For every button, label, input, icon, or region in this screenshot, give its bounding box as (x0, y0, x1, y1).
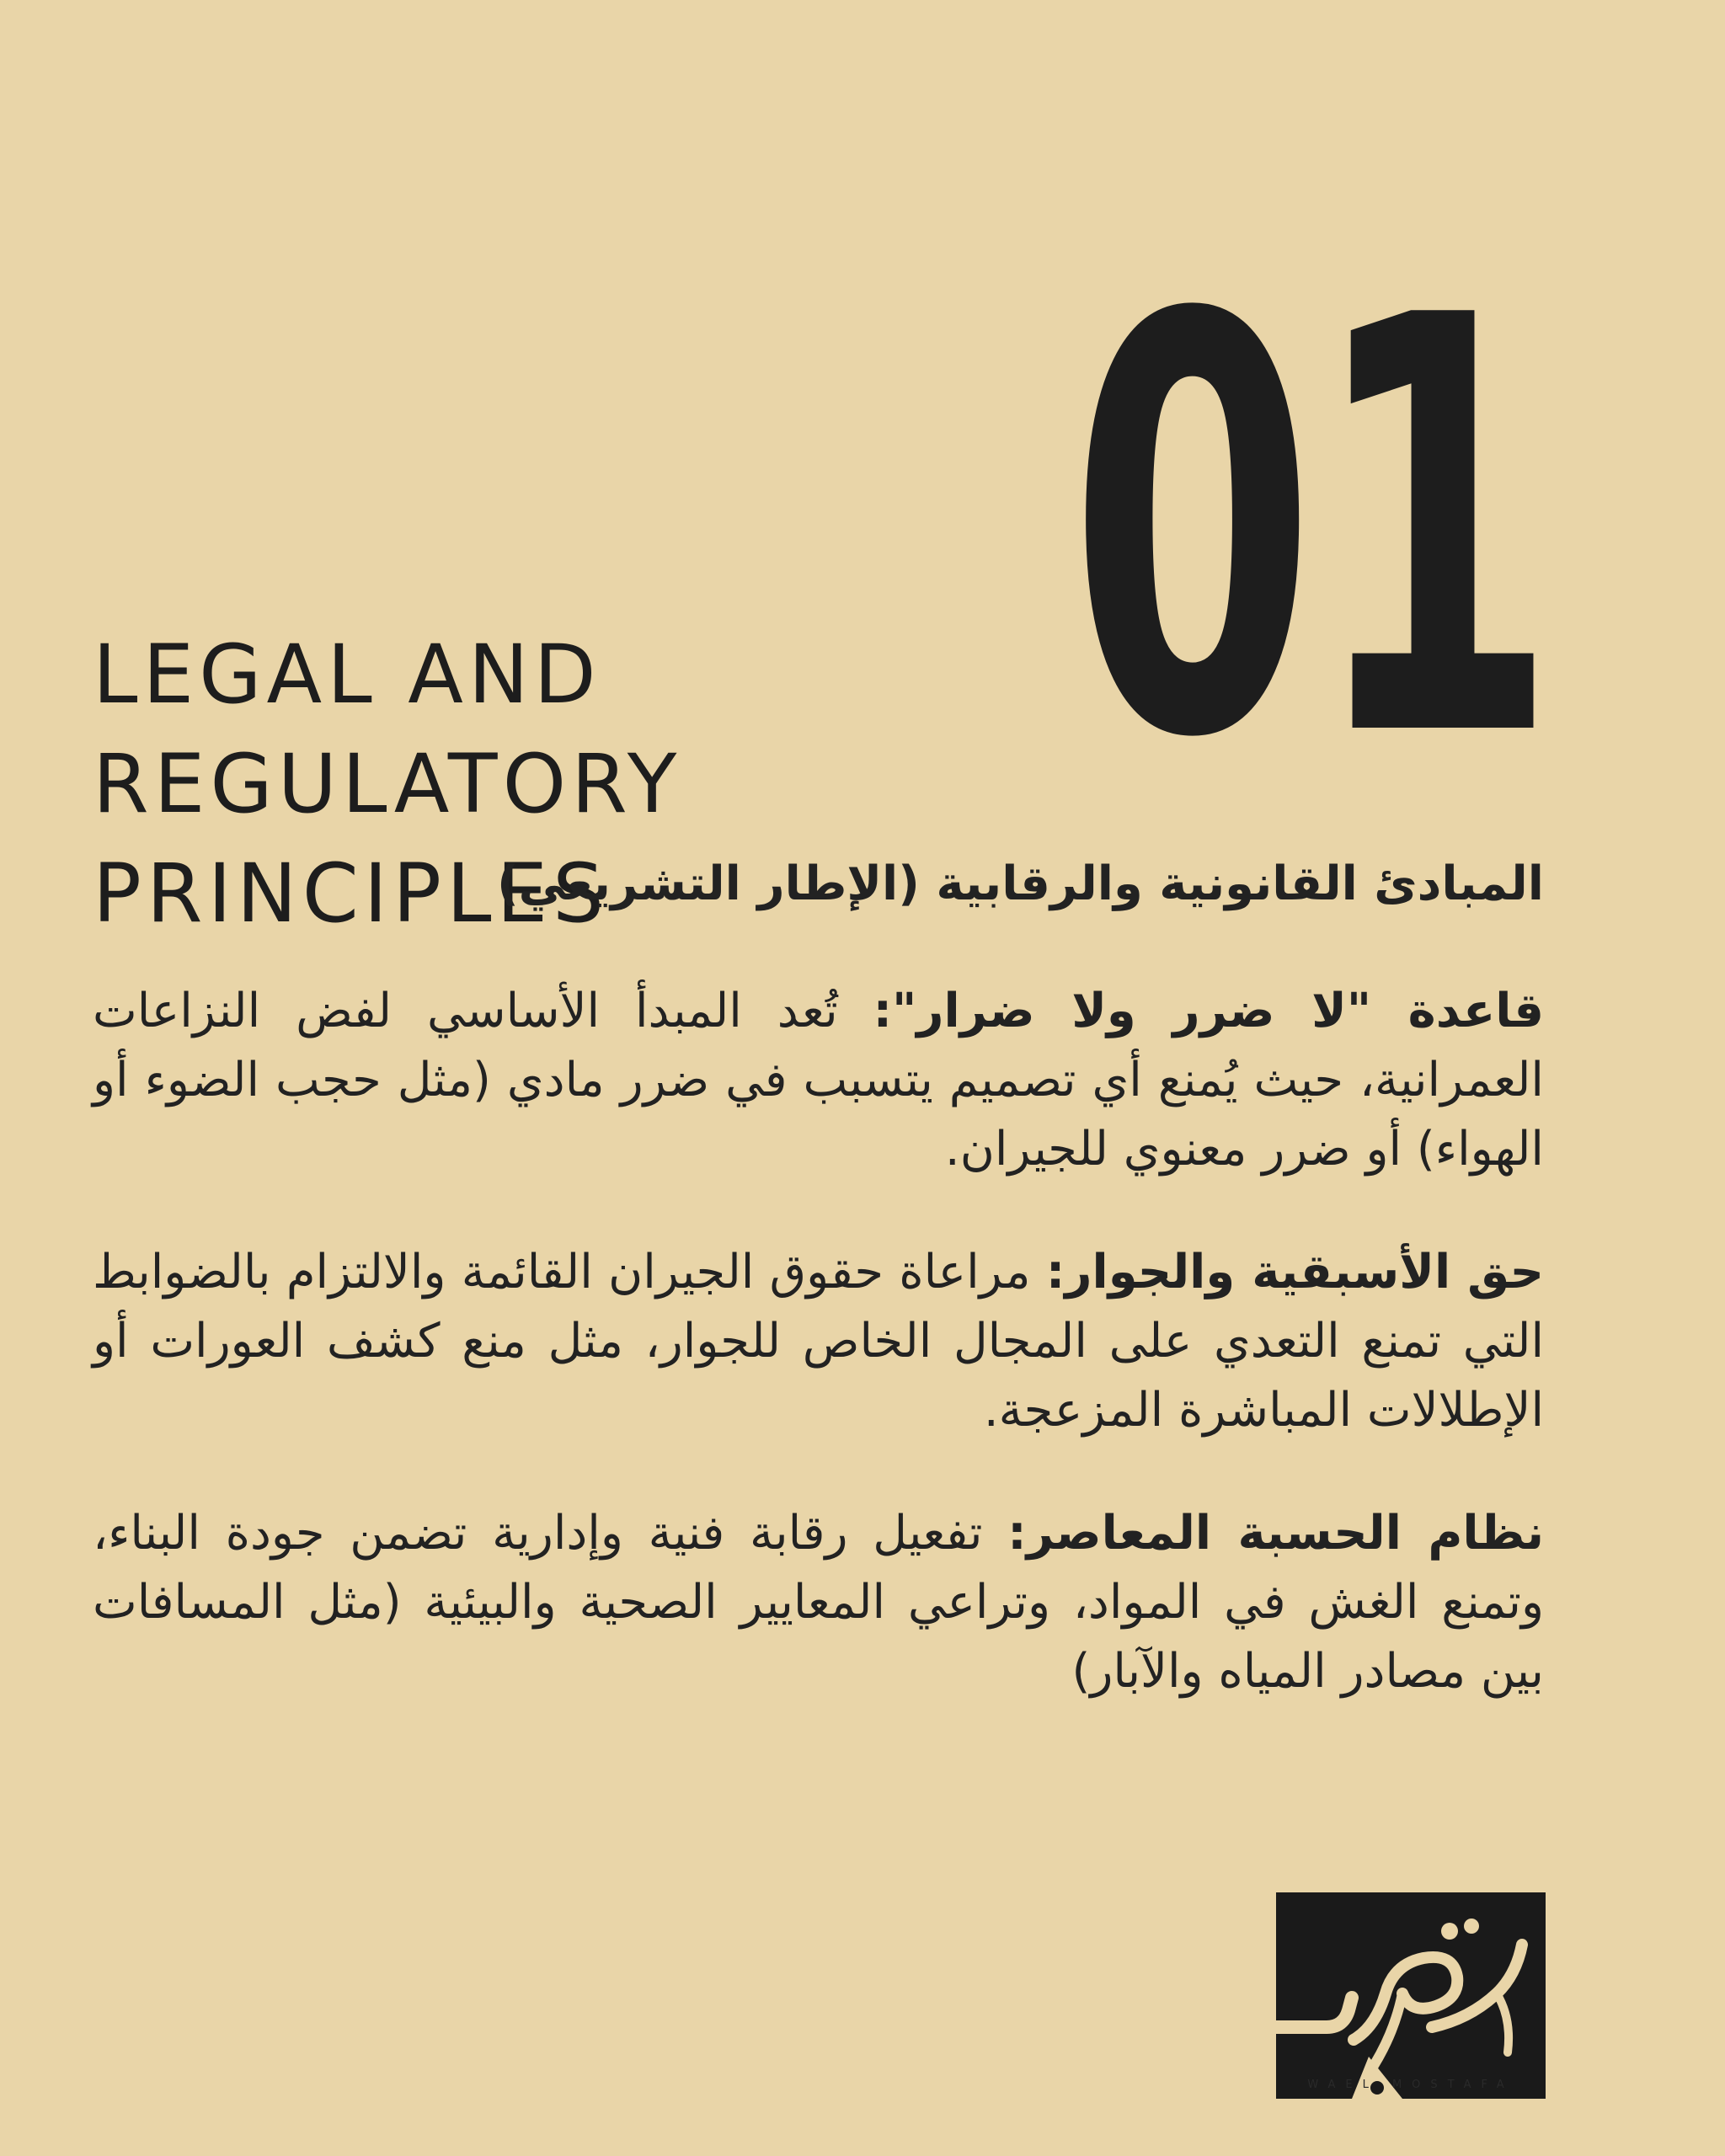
paragraph-no-harm (93, 977, 1544, 1184)
logo-mark (1276, 1892, 1546, 2099)
paragraph-text: تُعد المبدأ الأساسي لفض النزاعات العمرانية، حيث يُمنع أي تصميم يتسبب في ضرر مادي (مثل حجب الضوء أو الهواء) أو ضرر معنوي للجيران. (93, 984, 1544, 1177)
subtitle-ar: المبادئ القانونية والرقابية (الإطار التشريعي) (497, 857, 1544, 911)
paragraph-neighbor-rights (93, 1238, 1544, 1445)
paragraph-text: تفعيل رقابة فنية وإدارية تضمن جودة البناء، وتمنع الغش في المواد، وتراعي المعايير الصحية والبيئية (مثل المسافات بين مصادر المياه والآبار) (93, 1506, 1544, 1699)
calligraphy-logo-icon (1276, 1892, 1546, 2099)
paragraph-lead: قاعدة "لا ضرر ولا ضرار": (873, 984, 1544, 1038)
logo-caption: WAEL MOSTAFA (1307, 2079, 1514, 2091)
title-line-2: PRINCIPLES (93, 846, 610, 941)
paragraph-hisba-system (93, 1499, 1544, 1706)
paragraph-lead: حق الأسبقية والجوار: (1045, 1245, 1544, 1299)
paragraph-lead: نظام الحسبة المعاصر: (1007, 1506, 1545, 1561)
title-line-1: LEGAL AND REGULATORY (93, 627, 682, 831)
section-number: 01 (1068, 197, 1552, 863)
paragraph-text: مراعاة حقوق الجيران القائمة والالتزام بالضوابط التي تمنع التعدي على المجال الخاص للجوار، مثل منع كشف العورات أو الإطلالات المباشرة المزعجة. (93, 1245, 1544, 1438)
